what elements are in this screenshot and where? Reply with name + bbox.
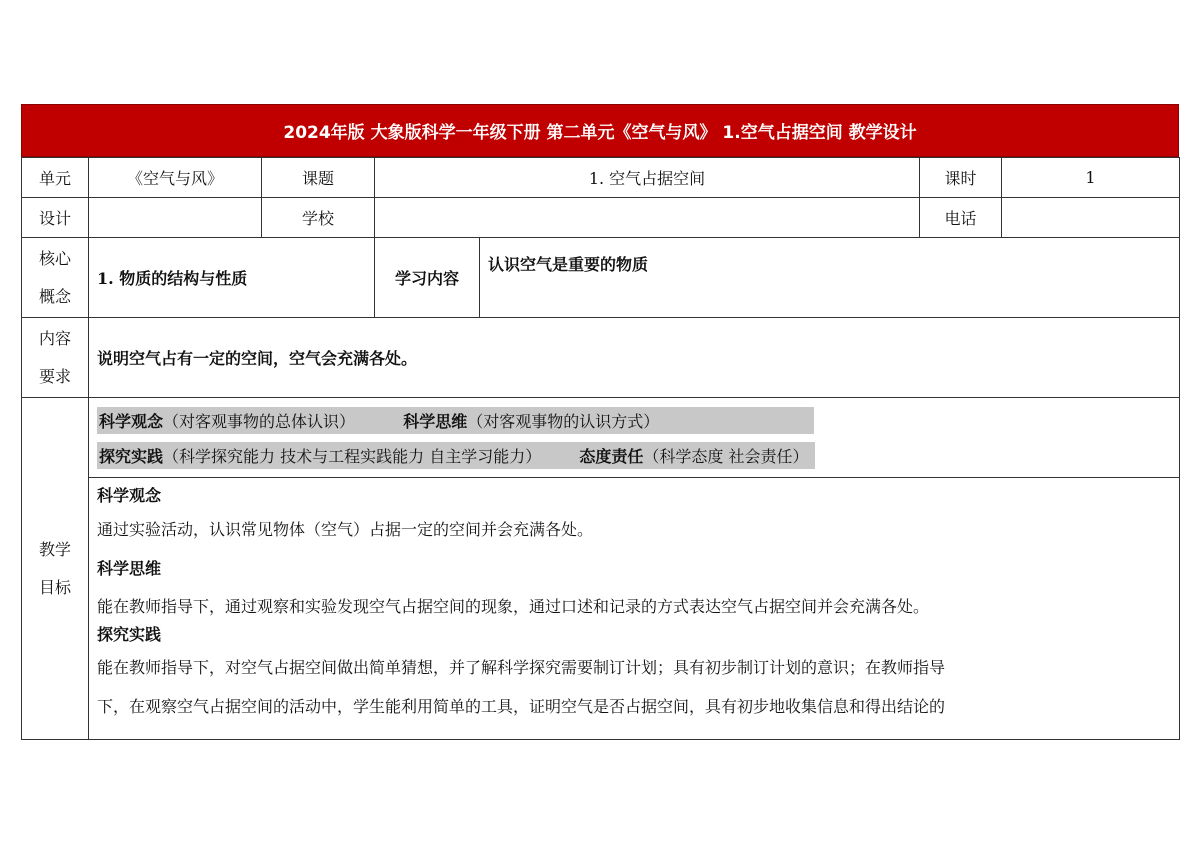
school-value [375, 198, 920, 238]
table-row [22, 318, 1180, 398]
unit-label: 单元 [22, 158, 89, 198]
thinking-heading: 科学思维 [97, 559, 162, 578]
topic-label: 课题 [262, 158, 375, 198]
req-label-line-1: 内容 [38, 328, 71, 348]
unit-value: 《空气与风》 [89, 158, 262, 198]
content-requirement-label [22, 318, 89, 398]
period-label: 课时 [920, 158, 1002, 198]
goals-label-line-1: 教学 [38, 539, 71, 559]
learning-content-value: 认识空气是重要的物质 [480, 238, 1180, 318]
lesson-plan-document [21, 104, 1179, 740]
phone-value [1002, 198, 1180, 238]
category-tag: 科学观念（对客观事物的总体认识） 科学思维（对客观事物的认识方式） [97, 407, 814, 434]
period-value: 1 [1002, 158, 1180, 198]
table-row [22, 398, 1180, 478]
concept-heading: 科学观念 [97, 486, 162, 505]
table-row [22, 158, 1180, 198]
goals-label-line-2: 目标 [38, 577, 71, 597]
topic-value: 1. 空气占据空间 [375, 158, 920, 198]
table-row [22, 238, 1180, 318]
lesson-plan-table [21, 157, 1180, 740]
practice-text-2: 下，在观察空气占据空间的活动中，学生能利用简单的工具，证明空气是否占据空间，具有初步地收集信息和得出结论的 [97, 697, 946, 716]
document-title: 2024年版 大象版科学一年级下册 第二单元《空气与风》 1.空气占据空间 教学设计 [21, 104, 1179, 157]
core-concept-value: 1. 物质的结构与性质 [89, 238, 375, 318]
goal-categories [89, 398, 1180, 478]
thinking-text: 能在教师指导下，通过观察和实验发现空气占据空间的现象，通过口述和记录的方式表达空气占据空间并会充满各处。 [97, 597, 930, 616]
core-label-line-2: 概念 [38, 286, 71, 306]
concept-text: 通过实验活动，认识常见物体（空气）占据一定的空间并会充满各处。 [97, 520, 594, 539]
learning-content-label: 学习内容 [375, 238, 480, 318]
table-row [22, 478, 1180, 740]
goals-detail [89, 478, 1180, 740]
core-label-line-1: 核心 [38, 248, 71, 268]
practice-text-1: 能在教师指导下，对空气占据空间做出简单猜想，并了解科学探究需要制订计划；具有初步制订计划的意识；在教师指导 [97, 658, 946, 677]
phone-label: 电话 [920, 198, 1002, 238]
design-value [89, 198, 262, 238]
school-label: 学校 [262, 198, 375, 238]
practice-heading: 探究实践 [97, 625, 162, 644]
core-concept-label [22, 238, 89, 318]
table-row [22, 198, 1180, 238]
content-requirement-value: 说明空气占有一定的空间，空气会充满各处。 [89, 318, 1180, 398]
teaching-goals-label [22, 398, 89, 740]
design-label: 设计 [22, 198, 89, 238]
req-label-line-2: 要求 [38, 366, 71, 386]
category-tag: 探究实践（科学探究能力 技术与工程实践能力 自主学习能力） 态度责任（科学态度 社会责任） [97, 442, 815, 469]
